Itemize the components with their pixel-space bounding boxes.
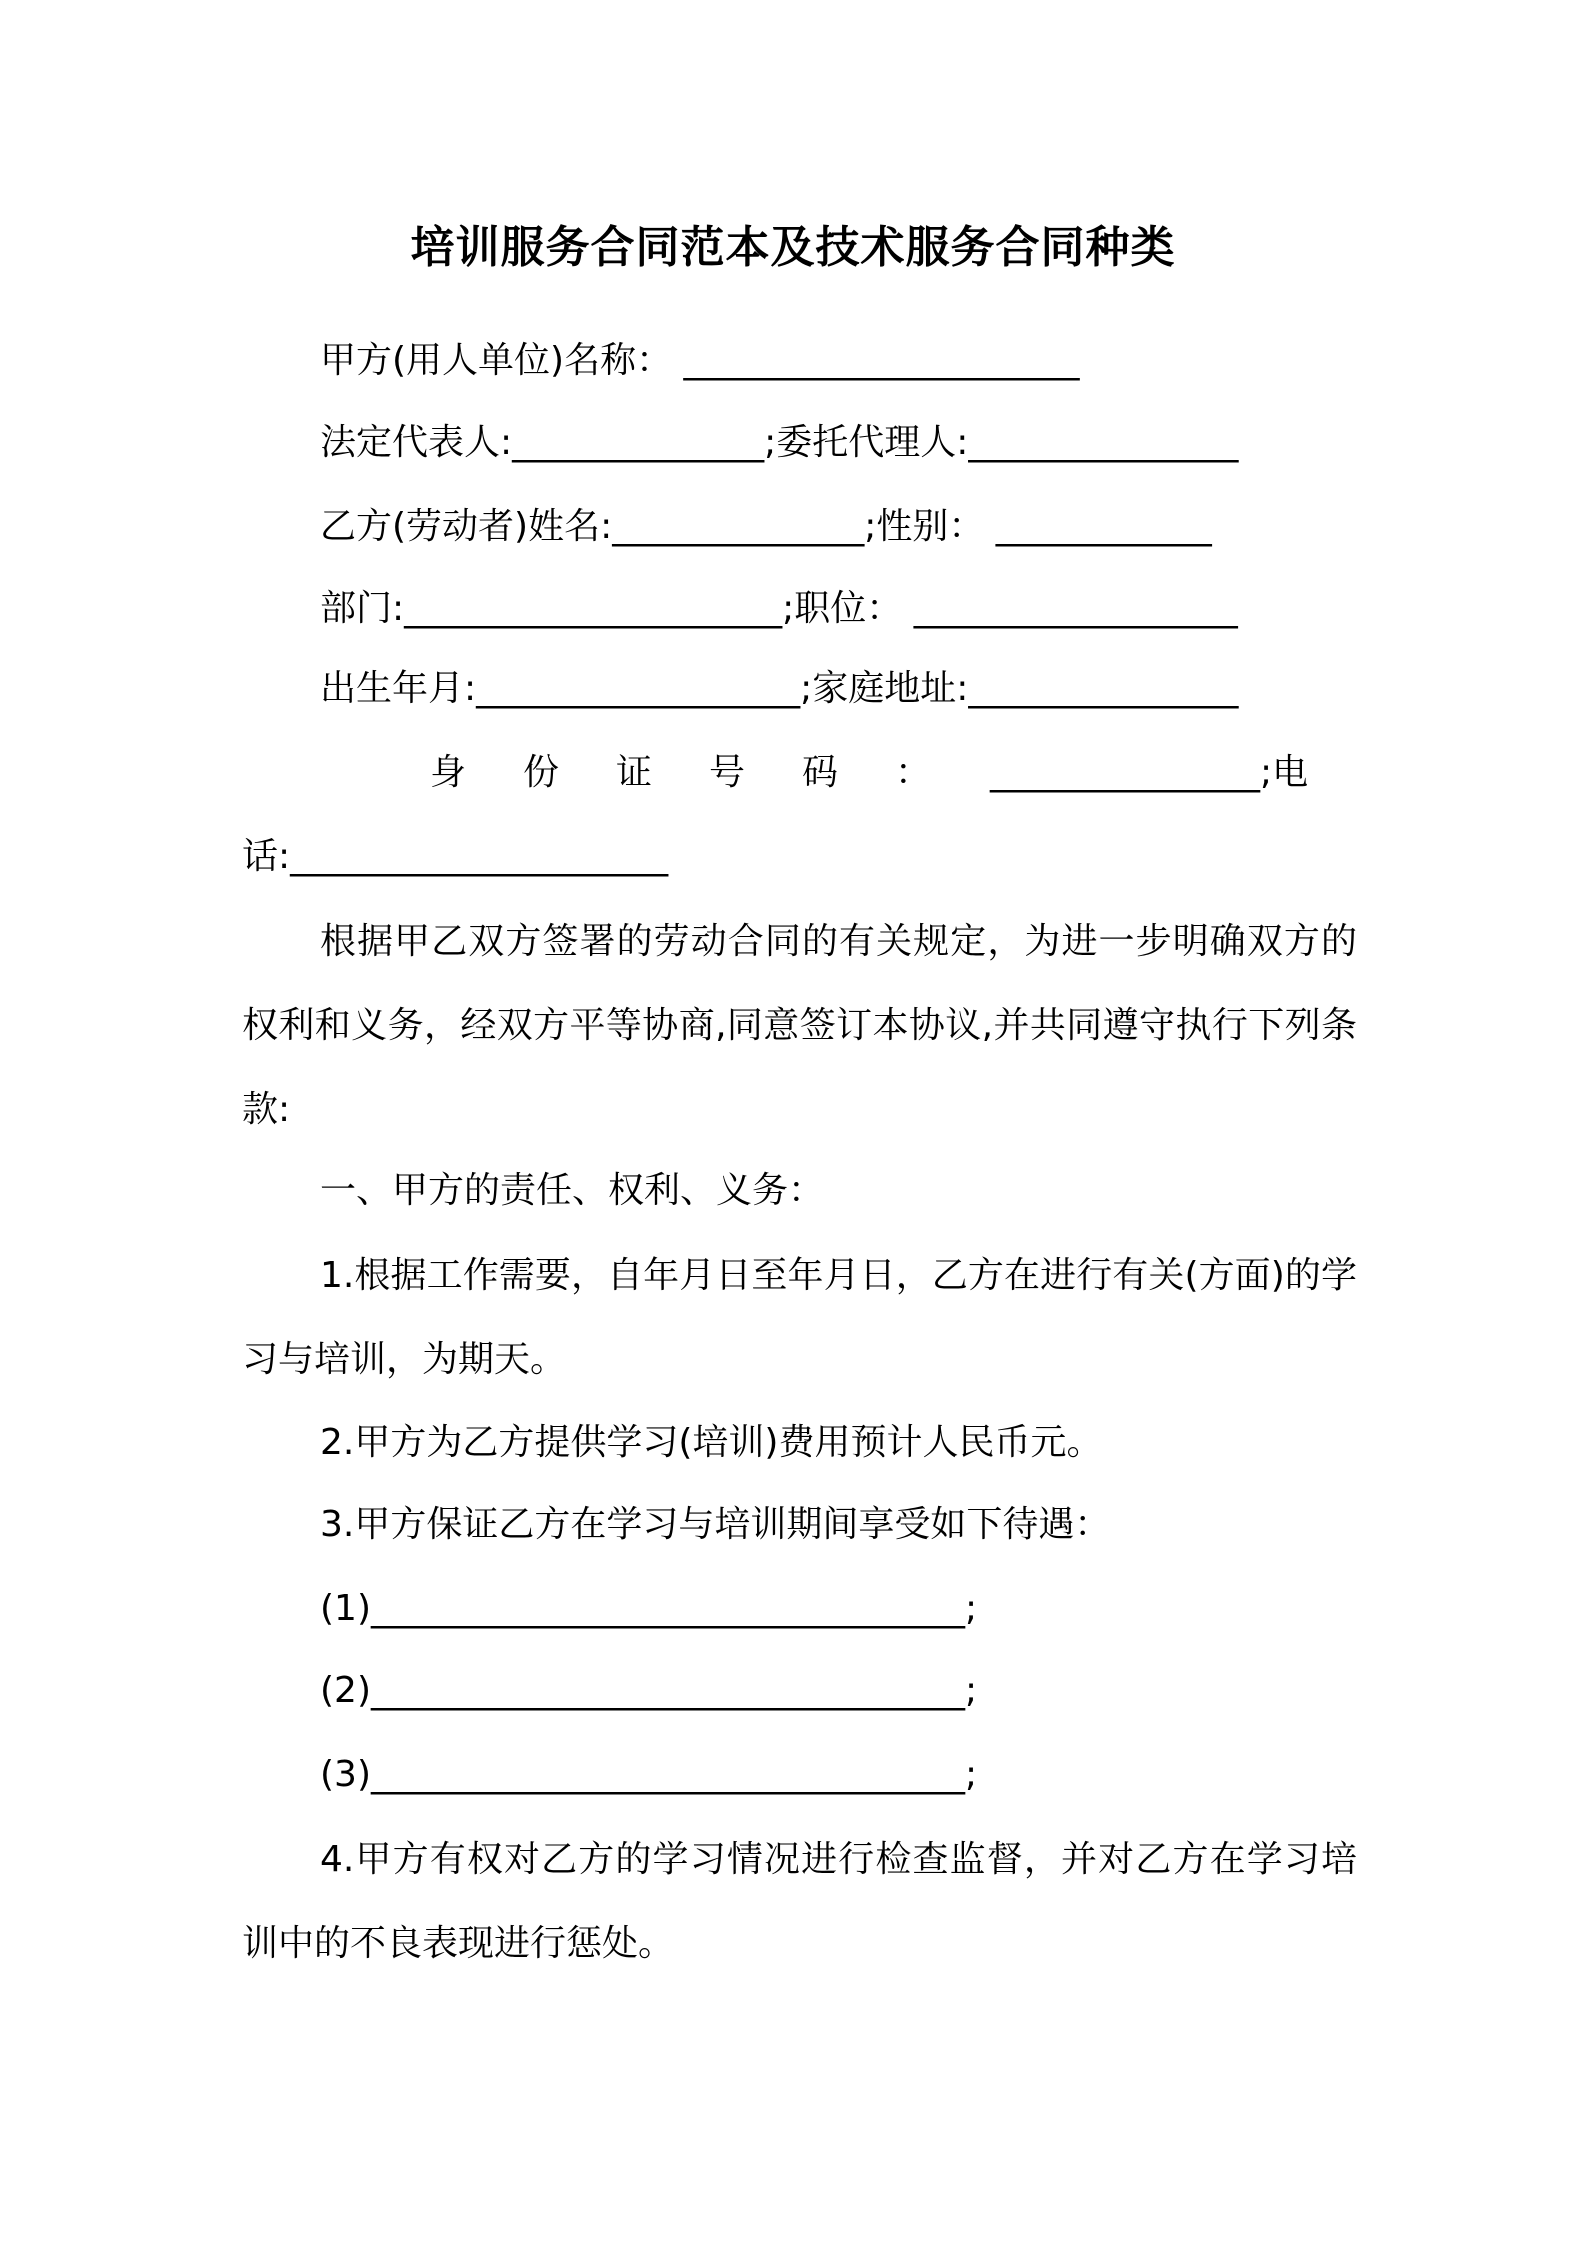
- legal-rep-field: 法定代表人:______________;委托代理人:_______________: [320, 422, 1239, 463]
- item-3: 3.甲方保证乙方在学习与培训期间享受如下待遇：: [320, 1504, 1111, 1545]
- id-label-char: 号: [709, 752, 746, 793]
- benefit-line: (3)_________________________________;: [320, 1754, 978, 1795]
- department-field: 部门:_____________________;职位： __________________: [320, 588, 1238, 629]
- id-number-field: [430, 748, 1355, 798]
- intro-paragraph: 根据甲乙双方签署的劳动合同的有关规定，为进一步明确双方的权利和义务，经双方平等协商,同意签订本协议,并共同遵守执行下列条款:: [242, 921, 1357, 1130]
- section-heading: 一、甲方的责任、权利、义务：: [320, 1170, 825, 1211]
- phone-field: 话:_____________________: [242, 836, 669, 877]
- benefit-line: (1)_________________________________;: [320, 1588, 978, 1629]
- item-1: 1.根据工作需要，自年月日至年月日，乙方在进行有关(方面)的学习与培训，为期天。: [242, 1255, 1357, 1380]
- id-number-blank: _______________;电: [990, 752, 1309, 793]
- item-2: 2.甲方为乙方提供学习(培训)费用预计人民币元。: [320, 1422, 1103, 1463]
- document-title: 培训服务合同范本及技术服务合同种类: [410, 222, 1176, 273]
- party-b-field: 乙方(劳动者)姓名:______________;性别： ____________: [320, 506, 1212, 547]
- id-label-char: 码: [802, 752, 839, 793]
- id-label-char: ：: [895, 752, 932, 793]
- benefit-line: (2)_________________________________;: [320, 1670, 978, 1711]
- birth-address-field: 出生年月:__________________;家庭地址:_______________: [320, 668, 1239, 709]
- id-label-char: 身: [430, 752, 467, 793]
- party-a-field: 甲方(用人单位)名称： ______________________: [320, 340, 1080, 381]
- item-4: 4.甲方有权对乙方的学习情况进行检查监督，并对乙方在学习培训中的不良表现进行惩处。: [242, 1839, 1357, 1964]
- id-label-char: 份: [523, 752, 560, 793]
- id-label-char: 证: [616, 752, 653, 793]
